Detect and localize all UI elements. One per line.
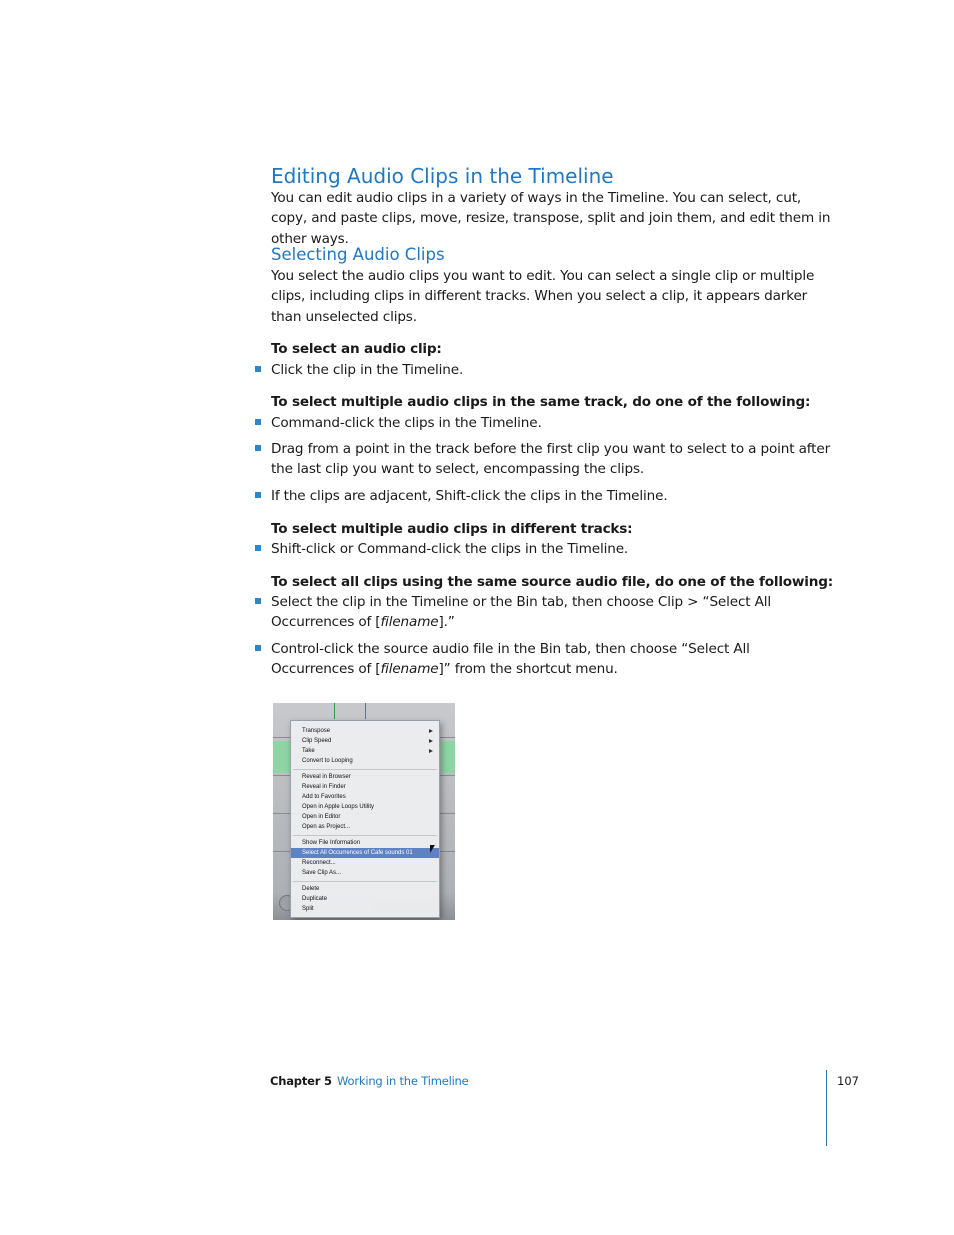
menu-item-label: Reconnect... <box>302 860 336 866</box>
subsection-intro: You select the audio clips you want to edit. You can select a single clip or multiple clips, including clips in different tracks. When you select a clip, it appears darker than unselected clips. <box>271 268 815 325</box>
menu-item[interactable] <box>291 726 439 736</box>
menu-item-label: Take <box>302 748 315 754</box>
playhead-line <box>365 703 366 719</box>
list-item-text-before: Control-click the source audio file in the Bin tab, then choose “Select All Occurrences of [ <box>271 641 750 678</box>
bullet-icon <box>255 366 261 372</box>
bullet-icon <box>255 545 261 551</box>
bullet-icon <box>255 419 261 425</box>
list-item-text: Shift-click or Command-click the clips in the Timeline. <box>271 541 629 557</box>
menu-item[interactable] <box>291 782 439 792</box>
bullet-icon <box>255 598 261 604</box>
list-item-text: Drag from a point in the track before the first clip you want to select to a point after the last clip you want to select, encompassing the clips. <box>271 441 831 478</box>
list-item <box>271 539 831 559</box>
menu-item[interactable] <box>291 736 439 746</box>
menu-separator <box>293 769 437 770</box>
list-item-text: Click the clip in the Timeline. <box>271 362 464 378</box>
bullet-icon <box>255 492 261 498</box>
submenu-arrow-icon <box>429 749 433 753</box>
list-item <box>271 413 831 433</box>
task-lead: To select multiple audio clips in different tracks: <box>271 521 633 537</box>
audio-clip <box>441 741 455 773</box>
menu-item-label: Split <box>302 906 314 912</box>
menu-item-label: Open in Editor <box>302 814 341 820</box>
shortcut-menu-screenshot <box>273 703 455 920</box>
menu-item-label: Transpose <box>302 728 331 734</box>
shortcut-menu <box>290 720 440 918</box>
submenu-arrow-icon <box>429 739 433 743</box>
bullet-icon <box>255 445 261 451</box>
menu-item-label: Clip Speed <box>302 738 332 744</box>
menu-item-label: Convert to Looping <box>302 758 353 764</box>
task-lead: To select multiple audio clips in the same track, do one of the following: <box>271 394 811 410</box>
menu-item-label: Open in Apple Loops Utility <box>302 804 375 810</box>
subsection-title: Selecting Audio Clips <box>271 245 445 264</box>
menu-item-label: Duplicate <box>302 896 328 902</box>
list-item-text: If the clips are adjacent, Shift-click the clips in the Timeline. <box>271 488 668 504</box>
filename-placeholder: filename <box>380 661 439 678</box>
list-item <box>271 360 831 380</box>
menu-item-label: Open as Project... <box>302 824 351 830</box>
section-intro: You can edit audio clips in a variety of ways in the Timeline. You can select, cut, copy, and paste clips, move, resize, transpose, split and join them, and edit them in other ways. <box>271 190 831 247</box>
menu-item-label: Save Clip As... <box>302 870 342 876</box>
menu-item[interactable] <box>291 792 439 802</box>
bullet-icon <box>255 645 261 651</box>
list-item <box>271 592 831 633</box>
menu-item[interactable] <box>291 904 439 914</box>
task-lead: To select all clips using the same source audio file, do one of the following: <box>271 574 833 590</box>
menu-item[interactable] <box>291 884 439 894</box>
menu-item[interactable] <box>291 858 439 868</box>
menu-separator <box>293 881 437 882</box>
menu-item-label: Select All Occurrences of Cafe sounds 01 <box>302 850 413 856</box>
task-lead: To select an audio clip: <box>271 341 442 357</box>
menu-item-label: Reveal in Finder <box>302 784 346 790</box>
menu-item[interactable] <box>291 756 439 766</box>
list-item <box>271 486 831 506</box>
menu-item-label: Show File Information <box>302 840 361 846</box>
playhead-line <box>334 703 335 719</box>
menu-item[interactable] <box>291 802 439 812</box>
list-item-text-after: ]” from the shortcut menu. <box>438 661 618 678</box>
audio-clip <box>273 741 291 773</box>
menu-item[interactable] <box>291 868 439 878</box>
page-number: 107 <box>837 1074 859 1088</box>
list-item-text: Command-click the clips in the Timeline. <box>271 415 542 431</box>
submenu-arrow-icon <box>429 729 433 733</box>
footer-chapter-title: Working in the Timeline <box>337 1074 469 1088</box>
filename-placeholder: filename <box>380 614 439 631</box>
menu-item[interactable] <box>291 838 439 848</box>
menu-item[interactable] <box>291 822 439 832</box>
menu-item[interactable] <box>291 772 439 782</box>
footer-chapter: Chapter 5 <box>270 1074 332 1088</box>
menu-item[interactable] <box>291 848 439 858</box>
menu-item[interactable] <box>291 746 439 756</box>
list-item-text-before: Select the clip in the Timeline or the Bin tab, then choose Clip > “Select All Occurrences of [ <box>271 594 772 631</box>
list-item-text-after: ].” <box>438 614 455 631</box>
menu-item[interactable] <box>291 812 439 822</box>
menu-item-label: Reveal in Browser <box>302 774 351 780</box>
list-item <box>271 639 831 680</box>
menu-separator <box>293 835 437 836</box>
menu-item[interactable] <box>291 894 439 904</box>
section-title: Editing Audio Clips in the Timeline <box>271 164 614 188</box>
menu-item-label: Add to Favorites <box>302 794 346 800</box>
footer-rule <box>826 1070 827 1146</box>
menu-item-label: Delete <box>302 886 320 892</box>
mouse-pointer-icon <box>430 845 435 853</box>
list-item <box>271 439 831 480</box>
